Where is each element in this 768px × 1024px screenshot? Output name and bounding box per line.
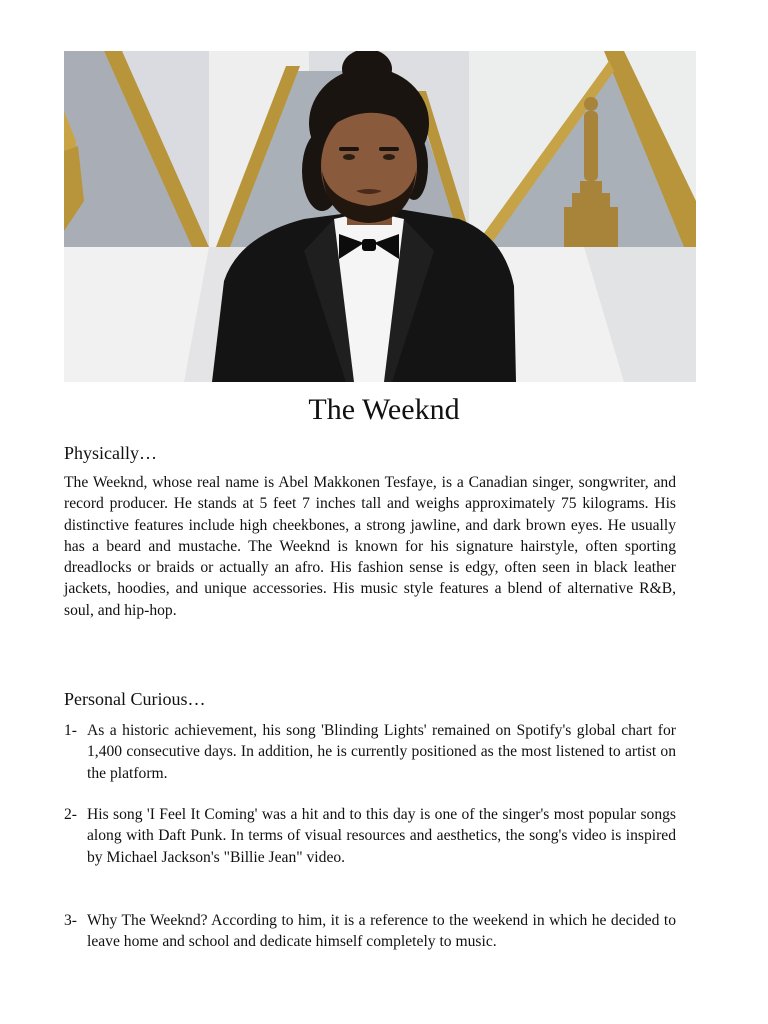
section-heading-physically: Physically… — [64, 443, 157, 463]
physical-description-paragraph: The Weeknd, whose real name is Abel Makkonen Tesfaye, is a Canadian singer, songwriter, and record producer. He stands at 5 feet 7 inches tall and weighs approximately 75 kilograms. His distinctive features include high cheekbones, a strong jawline, and dark brown eyes. He usually has a beard and mustache. The Weeknd is known for his signature hairstyle, often sporting dreadlocks or braids or actually an afro. His fashion sense is edgy, often seen in black leather jackets, hoodies, and unique accessories. His music style features a blend of alternative R&B, soul, and hip-hop. — [64, 474, 676, 619]
page-title: The Weeknd — [308, 393, 460, 426]
list-item-number: 1- — [64, 722, 77, 739]
list-item-number: 2- — [64, 806, 77, 823]
list-item — [64, 720, 676, 784]
list-item-text: Why The Weeknd? According to him, it is a reference to the weekend in which he decided to leave home and school and dedicate himself completely to music. — [87, 912, 676, 951]
list-item-text: His song 'I Feel It Coming' was a hit and to this day is one of the singer's most popular songs along with Daft Punk. In terms of visual resources and aesthetics, the song's video is inspired by Michael Jackson's "Billie Jean" video. — [87, 806, 676, 866]
portrait-illustration — [64, 51, 696, 382]
section-heading-personal-curious: Personal Curious… — [64, 689, 206, 709]
header-photo — [64, 51, 696, 382]
list-item — [64, 910, 676, 953]
list-item-text: As a historic achievement, his song 'Blinding Lights' remained on Spotify's global chart for 1,400 consecutive days. In addition, he is currently positioned as the most listened to artist on the platform. — [87, 722, 676, 782]
list-item-number: 3- — [64, 912, 77, 929]
list-item — [64, 804, 676, 868]
